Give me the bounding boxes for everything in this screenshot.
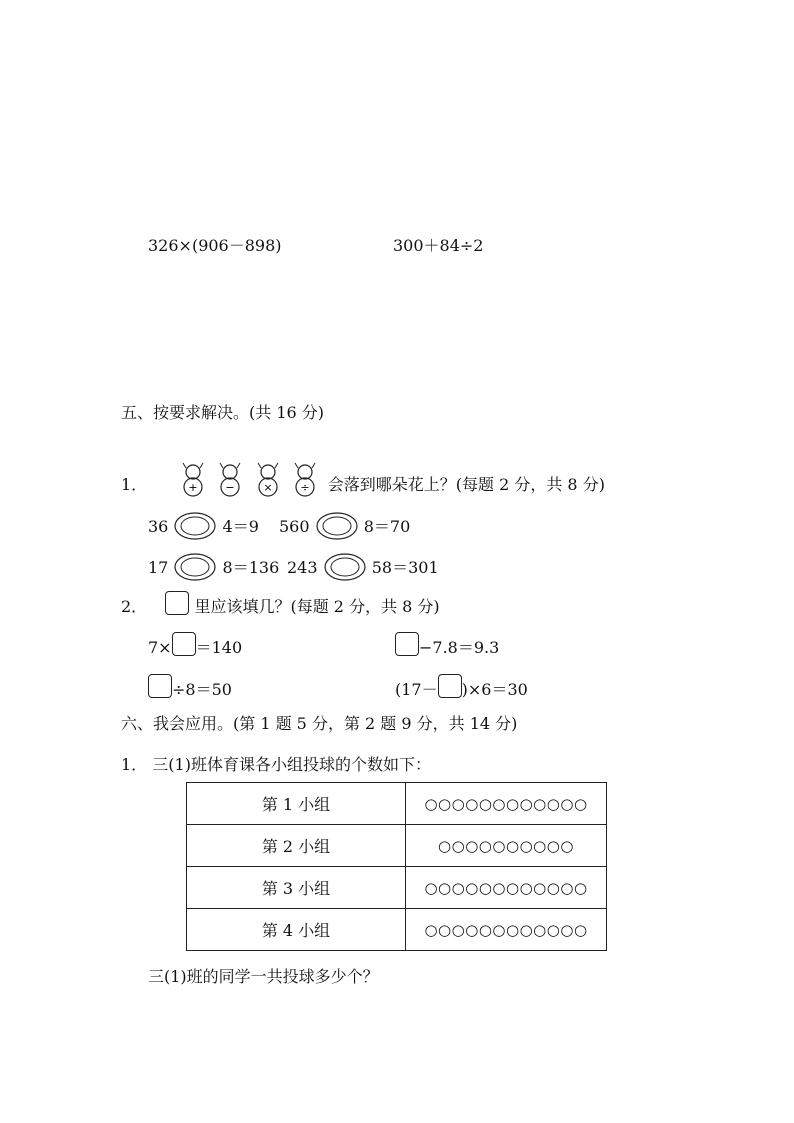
fill-equation-3: [148, 674, 232, 700]
question-number: 1．: [121, 755, 148, 774]
operator-label: ÷: [300, 481, 310, 494]
group-cell: 第 4 小组: [187, 909, 406, 951]
section-5-heading: 五、按要求解决。(共 16 分): [121, 403, 325, 422]
equation-after: ÷8＝50: [172, 680, 232, 699]
cartoon-minus-icon: [216, 462, 244, 498]
equation-right: 4＝9: [222, 517, 259, 536]
fill-equation-1: [148, 632, 242, 658]
equation-after: ＝140: [195, 638, 243, 657]
question-text: 会落到哪朵花上？(每题 2 分，共 8 分): [327, 475, 605, 494]
flower-icon[interactable]: [173, 511, 217, 541]
equation-right: 8＝136: [222, 558, 280, 577]
ball-count-table: [186, 782, 607, 951]
section-6-heading: 六、我会应用。(第 1 题 5 分，第 2 题 9 分，共 14 分): [121, 714, 518, 733]
equation-left: 36: [148, 517, 169, 536]
section6-q1: [121, 752, 431, 775]
calc-expression-2: 300＋84÷2: [393, 236, 484, 255]
balls-cell: ○○○○○○○○○○○○: [406, 867, 607, 909]
answer-box[interactable]: [172, 632, 196, 656]
cartoon-plus-icon: [179, 462, 207, 498]
flower-icon[interactable]: [315, 511, 359, 541]
equation-after: −7.8＝9.3: [419, 638, 500, 657]
operator-label: ×: [262, 481, 273, 494]
question-text: 里应该填几？(每题 2 分，共 8 分): [194, 597, 440, 616]
table-row: [187, 909, 607, 951]
flower-icon[interactable]: [323, 552, 367, 582]
flower-equation-4: [287, 552, 439, 582]
fill-equation-2: [395, 632, 499, 658]
table-row: [187, 867, 607, 909]
section5-q1: [121, 462, 605, 498]
table-row: [187, 783, 607, 825]
balls-cell: ○○○○○○○○○○○○: [406, 909, 607, 951]
equation-left: 17: [148, 558, 169, 577]
equation-right: 8＝70: [363, 517, 411, 536]
calc-expression-1: 326×(906－898): [148, 236, 282, 255]
group-cell: 第 1 小组: [187, 783, 406, 825]
cartoon-times-icon: [254, 462, 282, 498]
follow-up-question: 三(1)班的同学一共投球多少个？: [148, 967, 379, 986]
flower-equation-1: [148, 511, 259, 541]
equation-before: (17－: [395, 680, 438, 699]
answer-box[interactable]: [148, 674, 172, 698]
flower-icon[interactable]: [173, 552, 217, 582]
section5-q2: [121, 591, 440, 617]
answer-box[interactable]: [438, 674, 462, 698]
cartoon-divide-icon: [291, 462, 319, 498]
equation-after: )×6＝30: [461, 680, 528, 699]
operator-label: +: [188, 481, 198, 494]
balls-cell: ○○○○○○○○○○○○: [406, 783, 607, 825]
equation-left: 560: [279, 517, 310, 536]
group-cell: 第 3 小组: [187, 867, 406, 909]
operator-label: −: [225, 481, 236, 494]
question-number: 2．: [121, 597, 148, 616]
equation-right: 58＝301: [371, 558, 439, 577]
equation-before: 7×: [148, 638, 172, 657]
table-row: [187, 825, 607, 867]
question-text: 三(1)班体育课各小组投球的个数如下：: [152, 755, 431, 774]
flower-equation-2: [279, 511, 410, 541]
balls-cell: ○○○○○○○○○○: [406, 825, 607, 867]
group-cell: 第 2 小组: [187, 825, 406, 867]
flower-equation-3: [148, 552, 279, 582]
equation-left: 243: [287, 558, 318, 577]
fill-equation-4: [395, 674, 528, 700]
answer-box[interactable]: [395, 632, 419, 656]
blank-box-icon: [165, 591, 189, 615]
question-number: 1．: [121, 475, 148, 494]
